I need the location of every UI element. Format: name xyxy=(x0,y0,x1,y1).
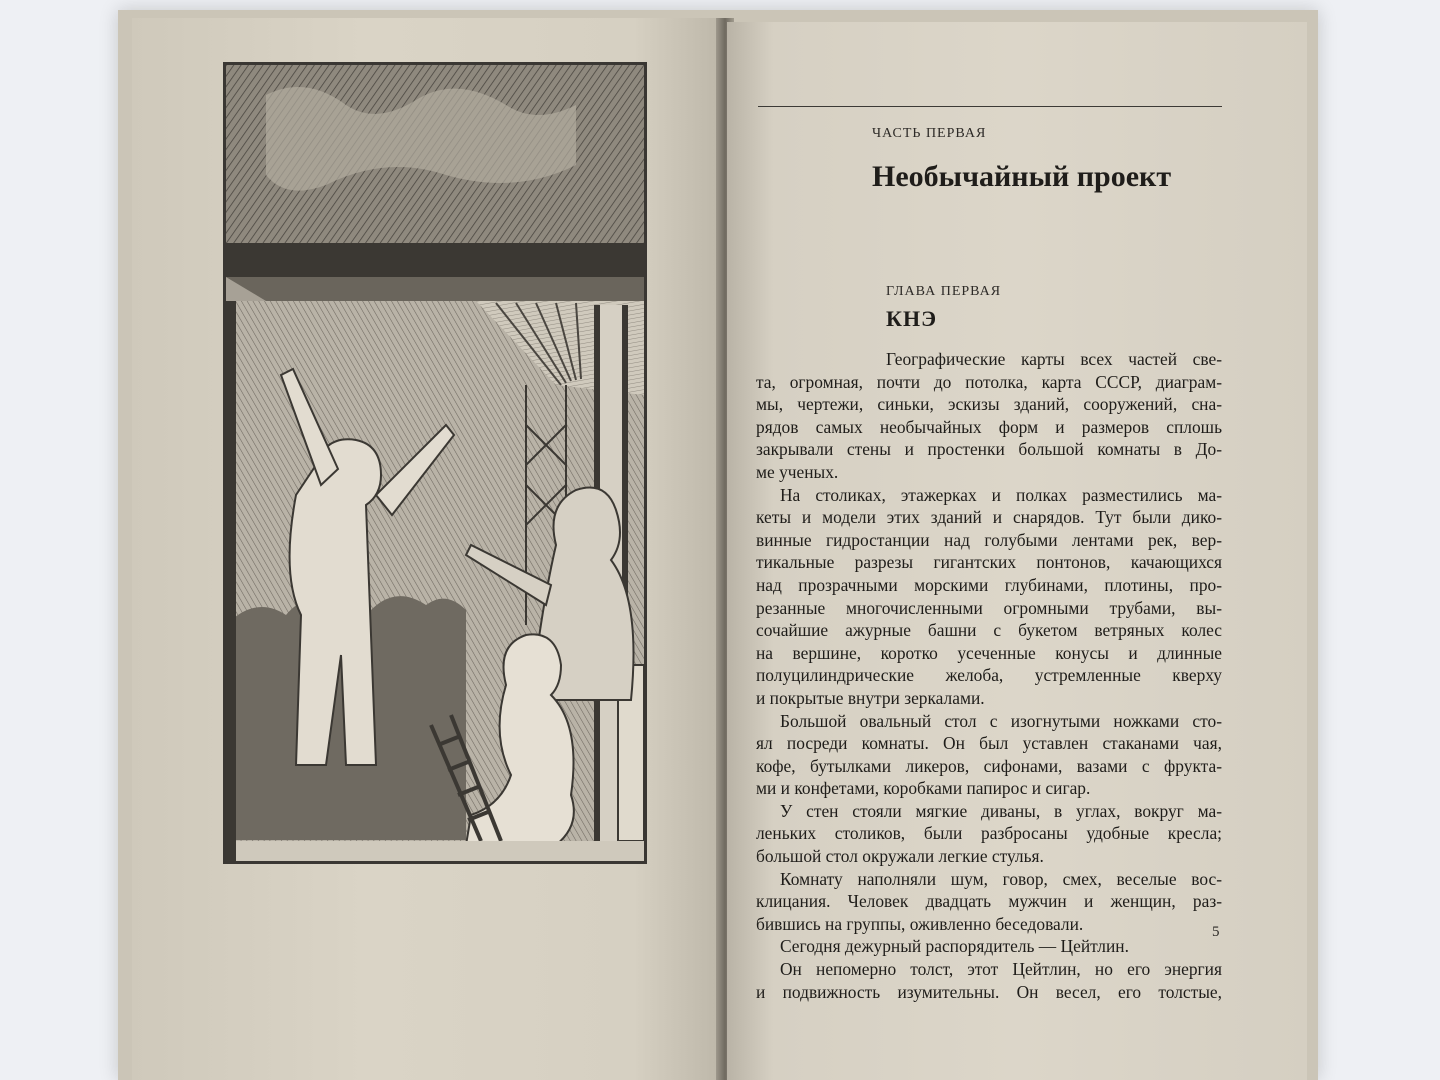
engraving-illustration xyxy=(223,62,647,864)
text-line: ми и конфетами, коробками папирос и сигар. xyxy=(756,778,1091,799)
text-line: та, огромная, почти до потолка, карта СССР, диаграм- xyxy=(756,371,1222,392)
text-line: полуцилиндрические желоба, устремленные кверху xyxy=(756,665,1222,686)
chapter-title: КНЭ xyxy=(886,306,937,331)
text-line: рядов самых необычайных форм и размеров сплошь xyxy=(756,416,1222,437)
header-rule xyxy=(758,106,1222,107)
text-line: Он непомерно толст, этот Цейтлин, но его энергия xyxy=(780,959,1222,980)
text-line: У стен стояли мягкие диваны, в углах, вокруг ма- xyxy=(780,800,1222,821)
text-line: На столиках, этажерках и полках разместились ма- xyxy=(780,484,1222,505)
text-line: винные гидростанции над голубыми лентами рек, вер- xyxy=(756,529,1222,550)
text-line: тикальные разрезы гигантских понтонов, качающихся xyxy=(756,552,1222,573)
text-line: мы, чертежи, синьки, эскизы зданий, сооружений, сна- xyxy=(756,394,1222,415)
part-title: Необычайный проект xyxy=(872,160,1172,193)
chapter-label: ГЛАВА ПЕРВАЯ xyxy=(886,284,1002,299)
text-line: Комнату наполняли шум, говор, смех, веселые вос- xyxy=(780,868,1222,889)
text-line: бившись на группы, оживленно беседовали. xyxy=(756,913,1084,934)
text-line: ял посреди комнаты. Он был уставлен стаканами чая, xyxy=(756,733,1222,754)
text-line: Географические карты всех частей све- xyxy=(886,349,1222,369)
part-label: ЧАСТЬ ПЕРВАЯ xyxy=(872,126,987,141)
text-line: закрывали стены и простенки большой комнаты в До- xyxy=(756,439,1222,460)
text-line: сочайшие ажурные башни с букетом ветряных колес xyxy=(756,620,1222,641)
text-line: леньких столиков, были разбросаны удобные кресла; xyxy=(756,823,1222,844)
text-line: и подвижность изумительны. Он весел, его толстые, xyxy=(756,981,1222,1002)
text-line: Большой овальный стол с изогнутыми ножками сто- xyxy=(780,710,1222,731)
text-line: Сегодня дежурный распорядитель — Цейтлин. xyxy=(780,936,1129,957)
text-line: и покрытые внутри зеркалами. xyxy=(756,687,985,708)
text-line: резанные многочисленными огромными трубами, вы- xyxy=(756,597,1222,618)
text-line: ме ученых. xyxy=(756,461,839,482)
text-line: большой стол окружали легкие стулья. xyxy=(756,846,1044,867)
chapter-body-text xyxy=(756,348,1222,1003)
text-line: над прозрачными морскими глубинами, плотины, про- xyxy=(756,574,1222,595)
text-line: на вершине, коротко усеченные конусы и длинные xyxy=(756,642,1222,663)
text-line: кеты и модели этих зданий и снарядов. Тут были дико- xyxy=(756,507,1222,528)
text-line: кофе, бутылками ликеров, сифонами, вазами с фрукта- xyxy=(756,755,1222,776)
page-number: 5 xyxy=(1212,924,1220,940)
text-line: клицания. Человек двадцать мужчин и женщин, раз- xyxy=(756,891,1222,912)
